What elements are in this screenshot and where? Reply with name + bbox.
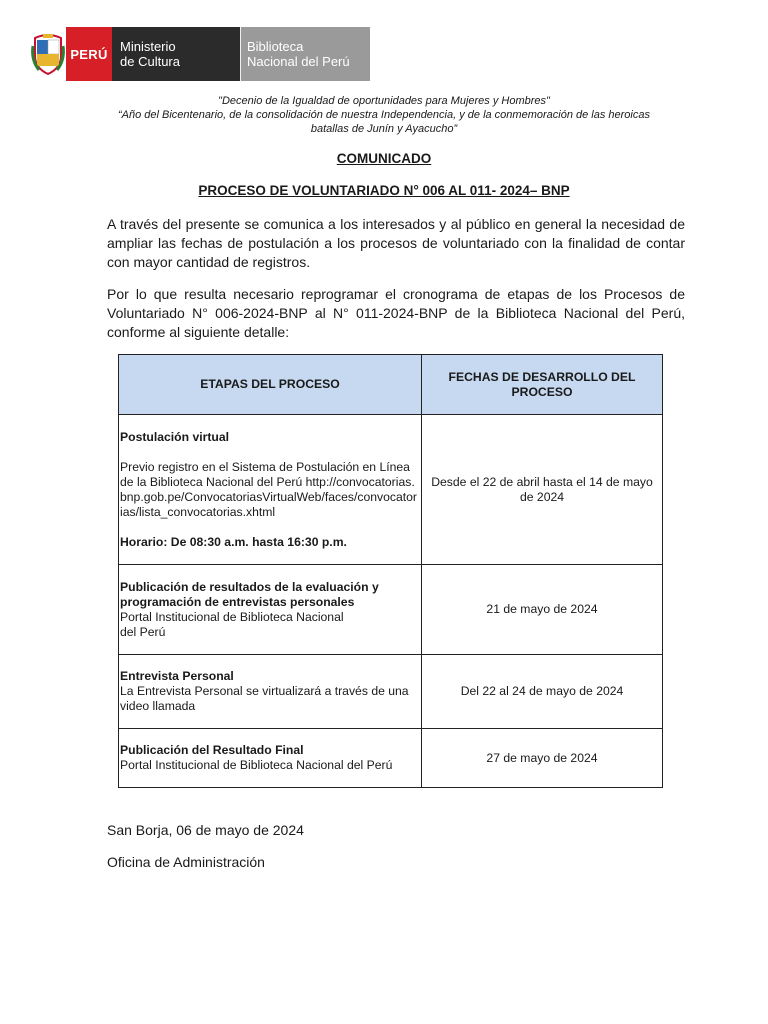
date-cell: 27 de mayo de 2024	[422, 729, 663, 788]
stage-title: Entrevista Personal	[120, 669, 234, 683]
stage-cell	[119, 415, 422, 565]
table-header-row	[119, 355, 663, 415]
motto-line2: “Año del Bicentenario, de la consolidación de nuestra Independencia, y de la conmemoración de las heroicas	[117, 109, 650, 121]
table-row	[119, 729, 663, 788]
motto-line1: "Decenio de la Igualdad de oportunidades para Mujeres y Hombres"	[218, 95, 550, 107]
col-header-stages: ETAPAS DEL PROCESO	[119, 355, 422, 415]
place-and-date: San Borja, 06 de mayo de 2024	[107, 822, 304, 838]
stage-schedule: Horario: De 08:30 a.m. hasta 16:30 p.m.	[120, 534, 347, 549]
table-row	[119, 655, 663, 729]
stage-title: Postulación virtual	[120, 429, 230, 444]
stage-cell	[119, 655, 422, 729]
stage-detail: Portal Institucional de Biblioteca Nacional del Perú	[120, 609, 344, 639]
intro-paragraph: A través del presente se comunica a los interesados y al público en general la necesidad de ampliar las fechas de postulación a los procesos de voluntariado con la finalidad de contar con mayor cantidad de registros.	[107, 216, 685, 270]
library-brand-box	[241, 27, 370, 81]
ministry-line2: de Cultura	[120, 54, 180, 69]
table-row	[119, 565, 663, 655]
ministry-brand-box	[112, 27, 240, 81]
stage-title: Publicación del Resultado Final	[120, 743, 304, 757]
peru-coat-of-arms-icon	[30, 26, 66, 82]
stage-detail: Portal Institucional de Biblioteca Nacional del Perú	[120, 758, 393, 772]
date-cell: 21 de mayo de 2024	[422, 565, 663, 655]
stage-title: Publicación de resultados de la evaluación y programación de entrevistas personales	[120, 579, 379, 609]
table-row	[119, 415, 663, 565]
library-line2: Nacional del Perú	[247, 54, 350, 69]
library-line1: Biblioteca	[247, 39, 304, 54]
issuing-office: Oficina de Administración	[107, 854, 265, 870]
stage-detail: Previo registro en el Sistema de Postulación en Línea de la Biblioteca Nacional del Perú http://convocatorias.bnp.gob.pe/ConvocatoriasVirtualWeb/faces/convocatorias/lista_convocatorias.xhtml	[120, 459, 417, 519]
detail-paragraph: Por lo que resulta necesario reprogramar el cronograma de etapas de los Procesos de Voluntariado N° 006-2024-BNP al N° 011-2024-BNP de la Biblioteca Nacional del Perú, conforme al siguiente detalle:	[107, 286, 685, 340]
date-cell: Desde el 22 de abril hasta el 14 de mayo de 2024	[422, 415, 663, 565]
date-cell: Del 22 al 24 de mayo de 2024	[422, 655, 663, 729]
motto-line3: batallas de Junín y Ayacucho”	[310, 123, 458, 135]
stage-cell	[119, 565, 422, 655]
stage-detail: La Entrevista Personal se virtualizará a través de una video llamada	[120, 684, 409, 713]
header-logo-bar	[30, 26, 370, 82]
peru-brand-box: PERÚ	[66, 27, 112, 81]
stage-cell	[119, 729, 422, 788]
col-header-dates: FECHAS DE DESARROLLO DEL PROCESO	[422, 355, 663, 415]
ministry-line1: Ministerio	[120, 39, 176, 54]
schedule-table	[118, 354, 663, 788]
document-subtitle: PROCESO DE VOLUNTARIADO N° 006 AL 011- 2024– BNP	[198, 183, 570, 198]
year-mottos	[100, 94, 668, 136]
document-title: COMUNICADO	[336, 151, 432, 166]
